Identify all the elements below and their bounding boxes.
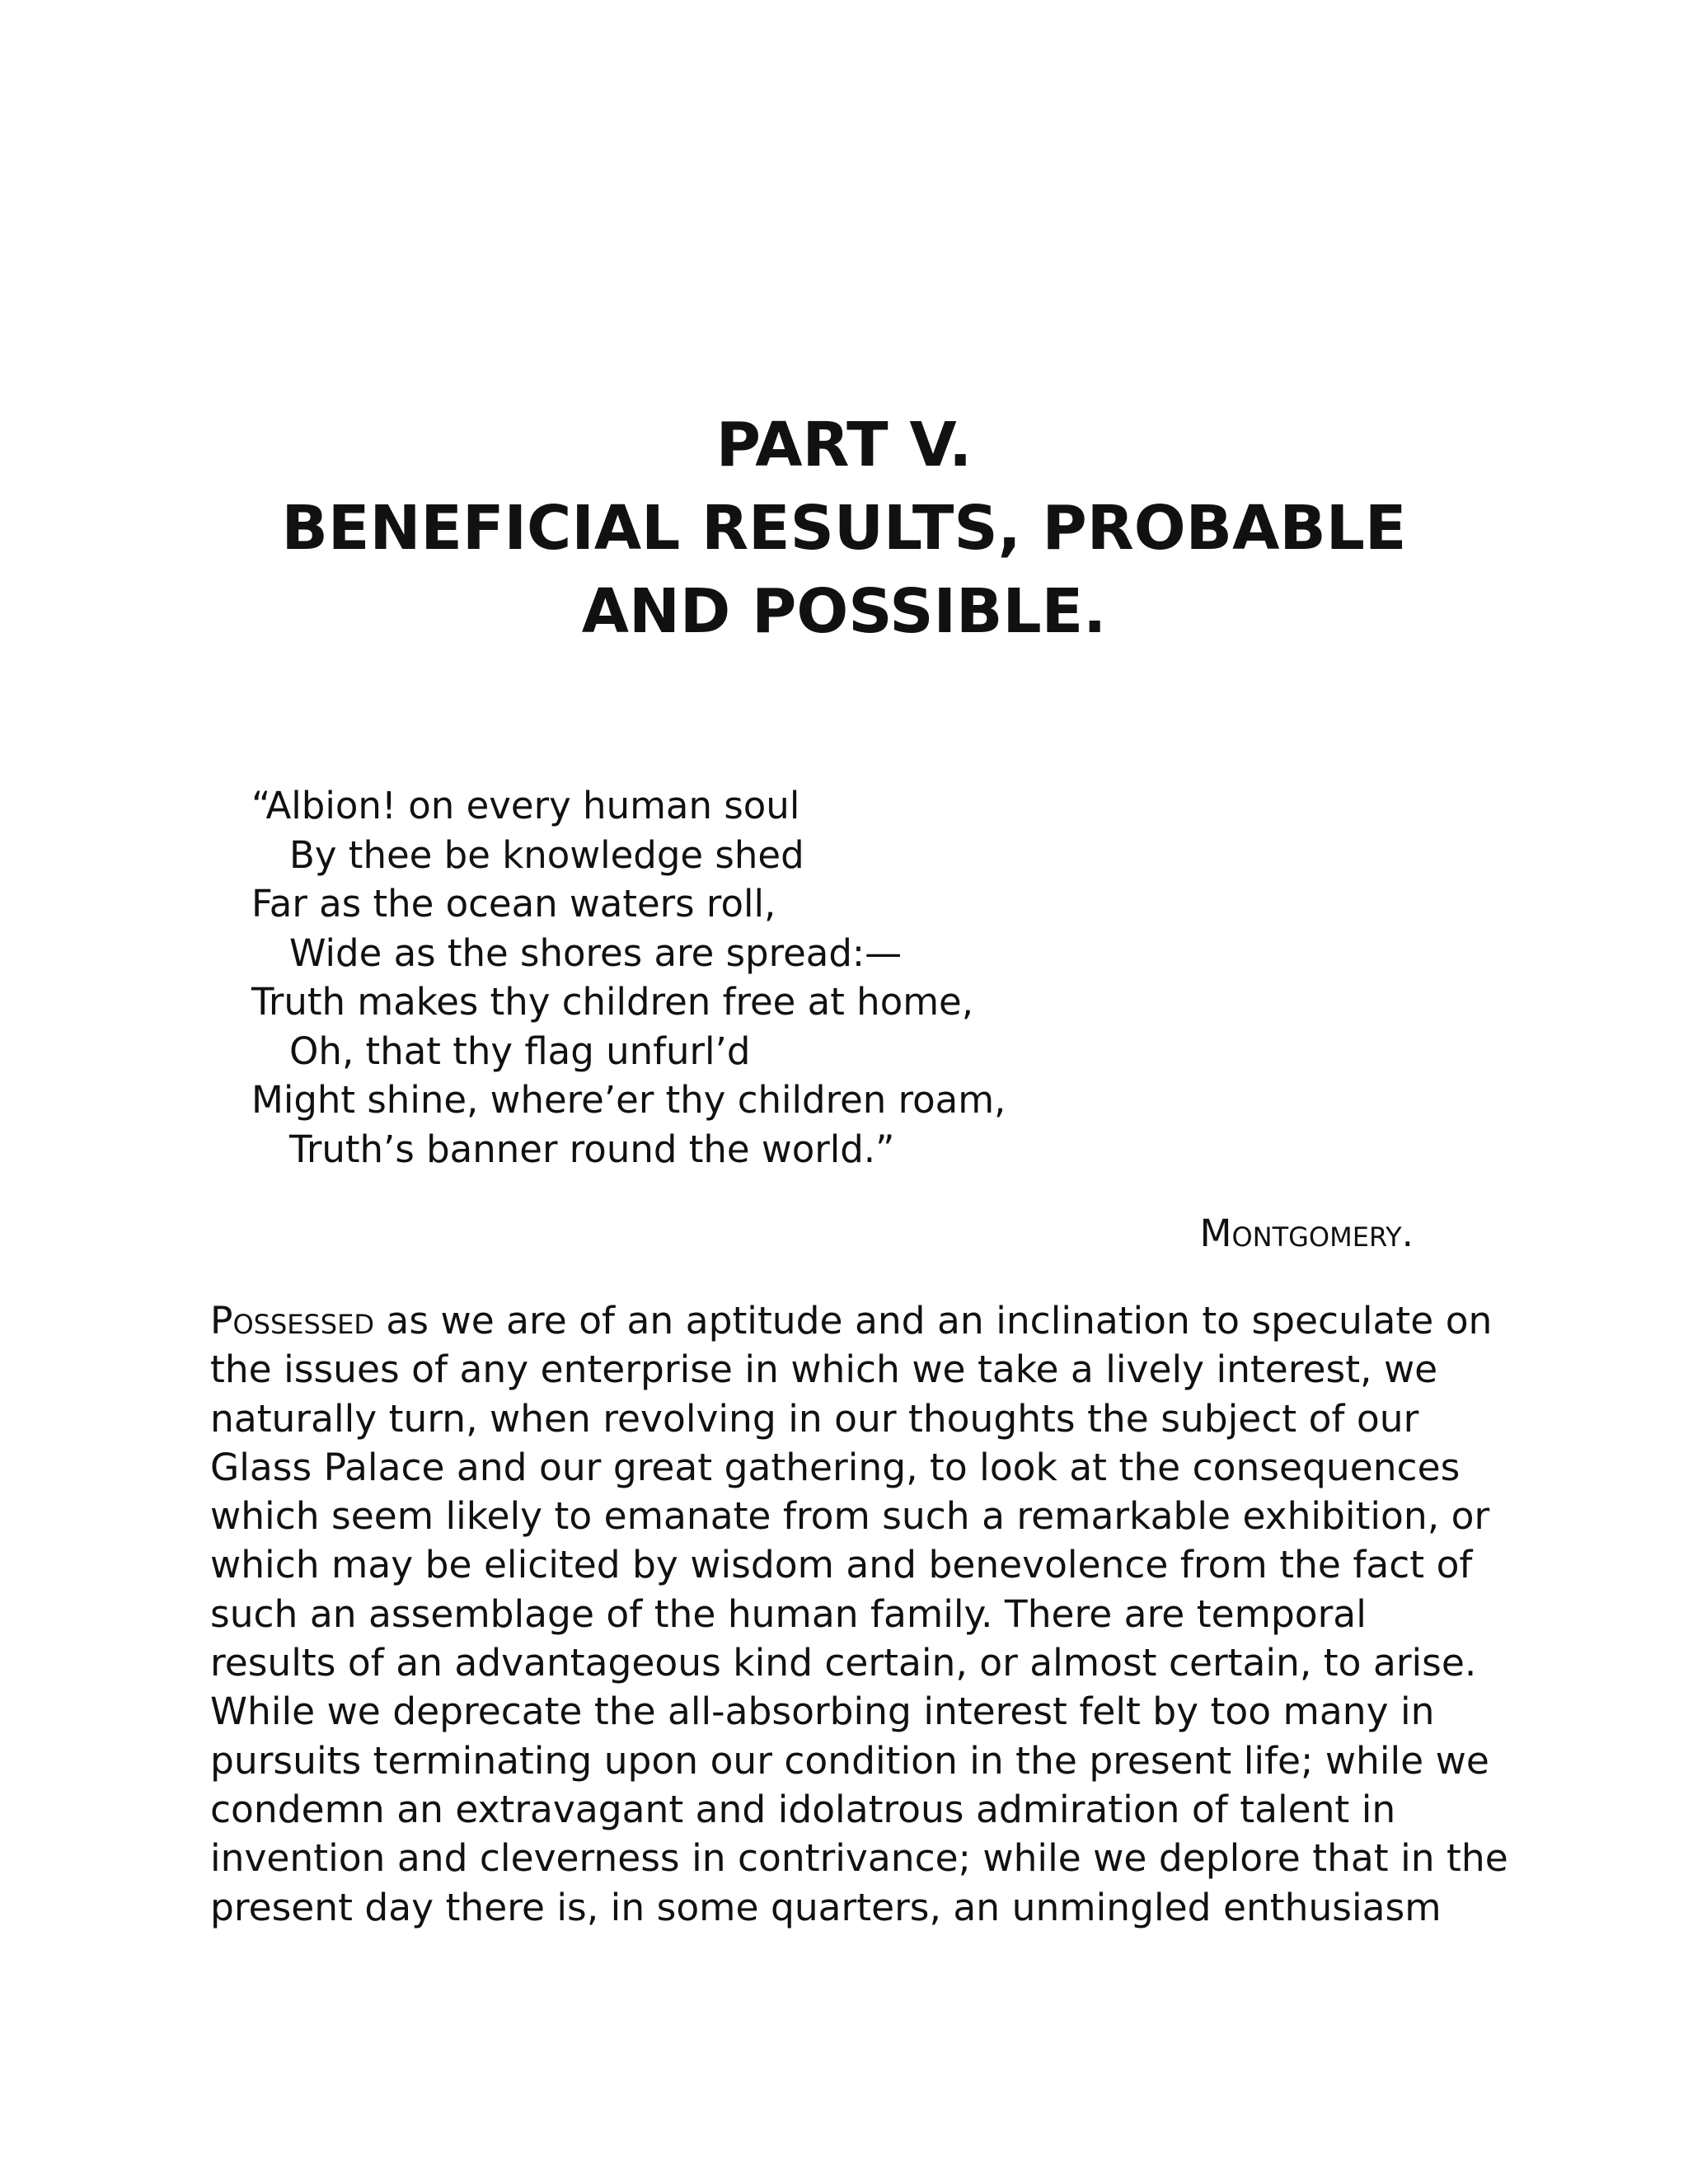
body-line-13: present day there is, in some quarters, an unmingled enthusiasm [210,1885,1442,1929]
poem-line-1: “Albion! on every human soul [251,784,800,827]
poem-line-6: Oh, that thy flag unfurl’d [289,1029,751,1073]
body-line-11: condemn an extravagant and idolatrous admiration of talent in [210,1787,1396,1831]
poem-line-7: Might shine, where’er thy children roam, [251,1078,1006,1122]
poem-line-4: Wide as the shores are spread:— [289,930,903,975]
body-line-3: naturally turn, when revolving in our thoughts the subject of our [210,1396,1419,1441]
body-line-6: which may be elicited by wisdom and benevolence from the fact of [210,1543,1473,1587]
body-line-9: While we deprecate the all-absorbing interest felt by too many in [210,1690,1435,1734]
poem-line-5: Truth makes thy children free at home, [251,980,974,1024]
first-line-rest: as we are of an aptitude and an inclination to speculate on [373,1299,1493,1343]
poem-line-3: Far as the ocean waters roll, [251,882,776,926]
title-line-3: AND POSSIBLE. [581,576,1107,647]
body-line-12: invention and cleverness in contrivance; while we deplore that in the [210,1836,1508,1881]
body-line-10: pursuits terminating upon our condition in the present life; while we [210,1738,1489,1783]
epigraph-poem [251,781,1488,1174]
body-line-5: which seem likely to emanate from such a remarkable exhibition, or [210,1494,1490,1539]
part-title [0,404,1688,654]
body-line-2: the issues of any enterprise in which we take a lively interest, we [210,1347,1438,1392]
epigraph-attribution: Montgomery. [1199,1212,1414,1255]
body-paragraph [210,1296,1508,1932]
body-line-8: results of an advantageous kind certain, or almost certain, to arise. [210,1641,1477,1685]
title-line-1: PART V. [715,410,973,480]
poem-line-8: Truth’s banner round the world.” [289,1127,895,1171]
poem-line-2: By thee be knowledge shed [289,832,804,877]
lead-word: Possessed [210,1299,374,1343]
body-line-4: Glass Palace and our great gathering, to look at the consequences [210,1445,1461,1489]
body-line-1 [210,1296,1496,1345]
body-line-7: such an assemblage of the human family. There are temporal [210,1591,1367,1636]
title-line-2: BENEFICIAL RESULTS, PROBABLE [281,493,1407,564]
